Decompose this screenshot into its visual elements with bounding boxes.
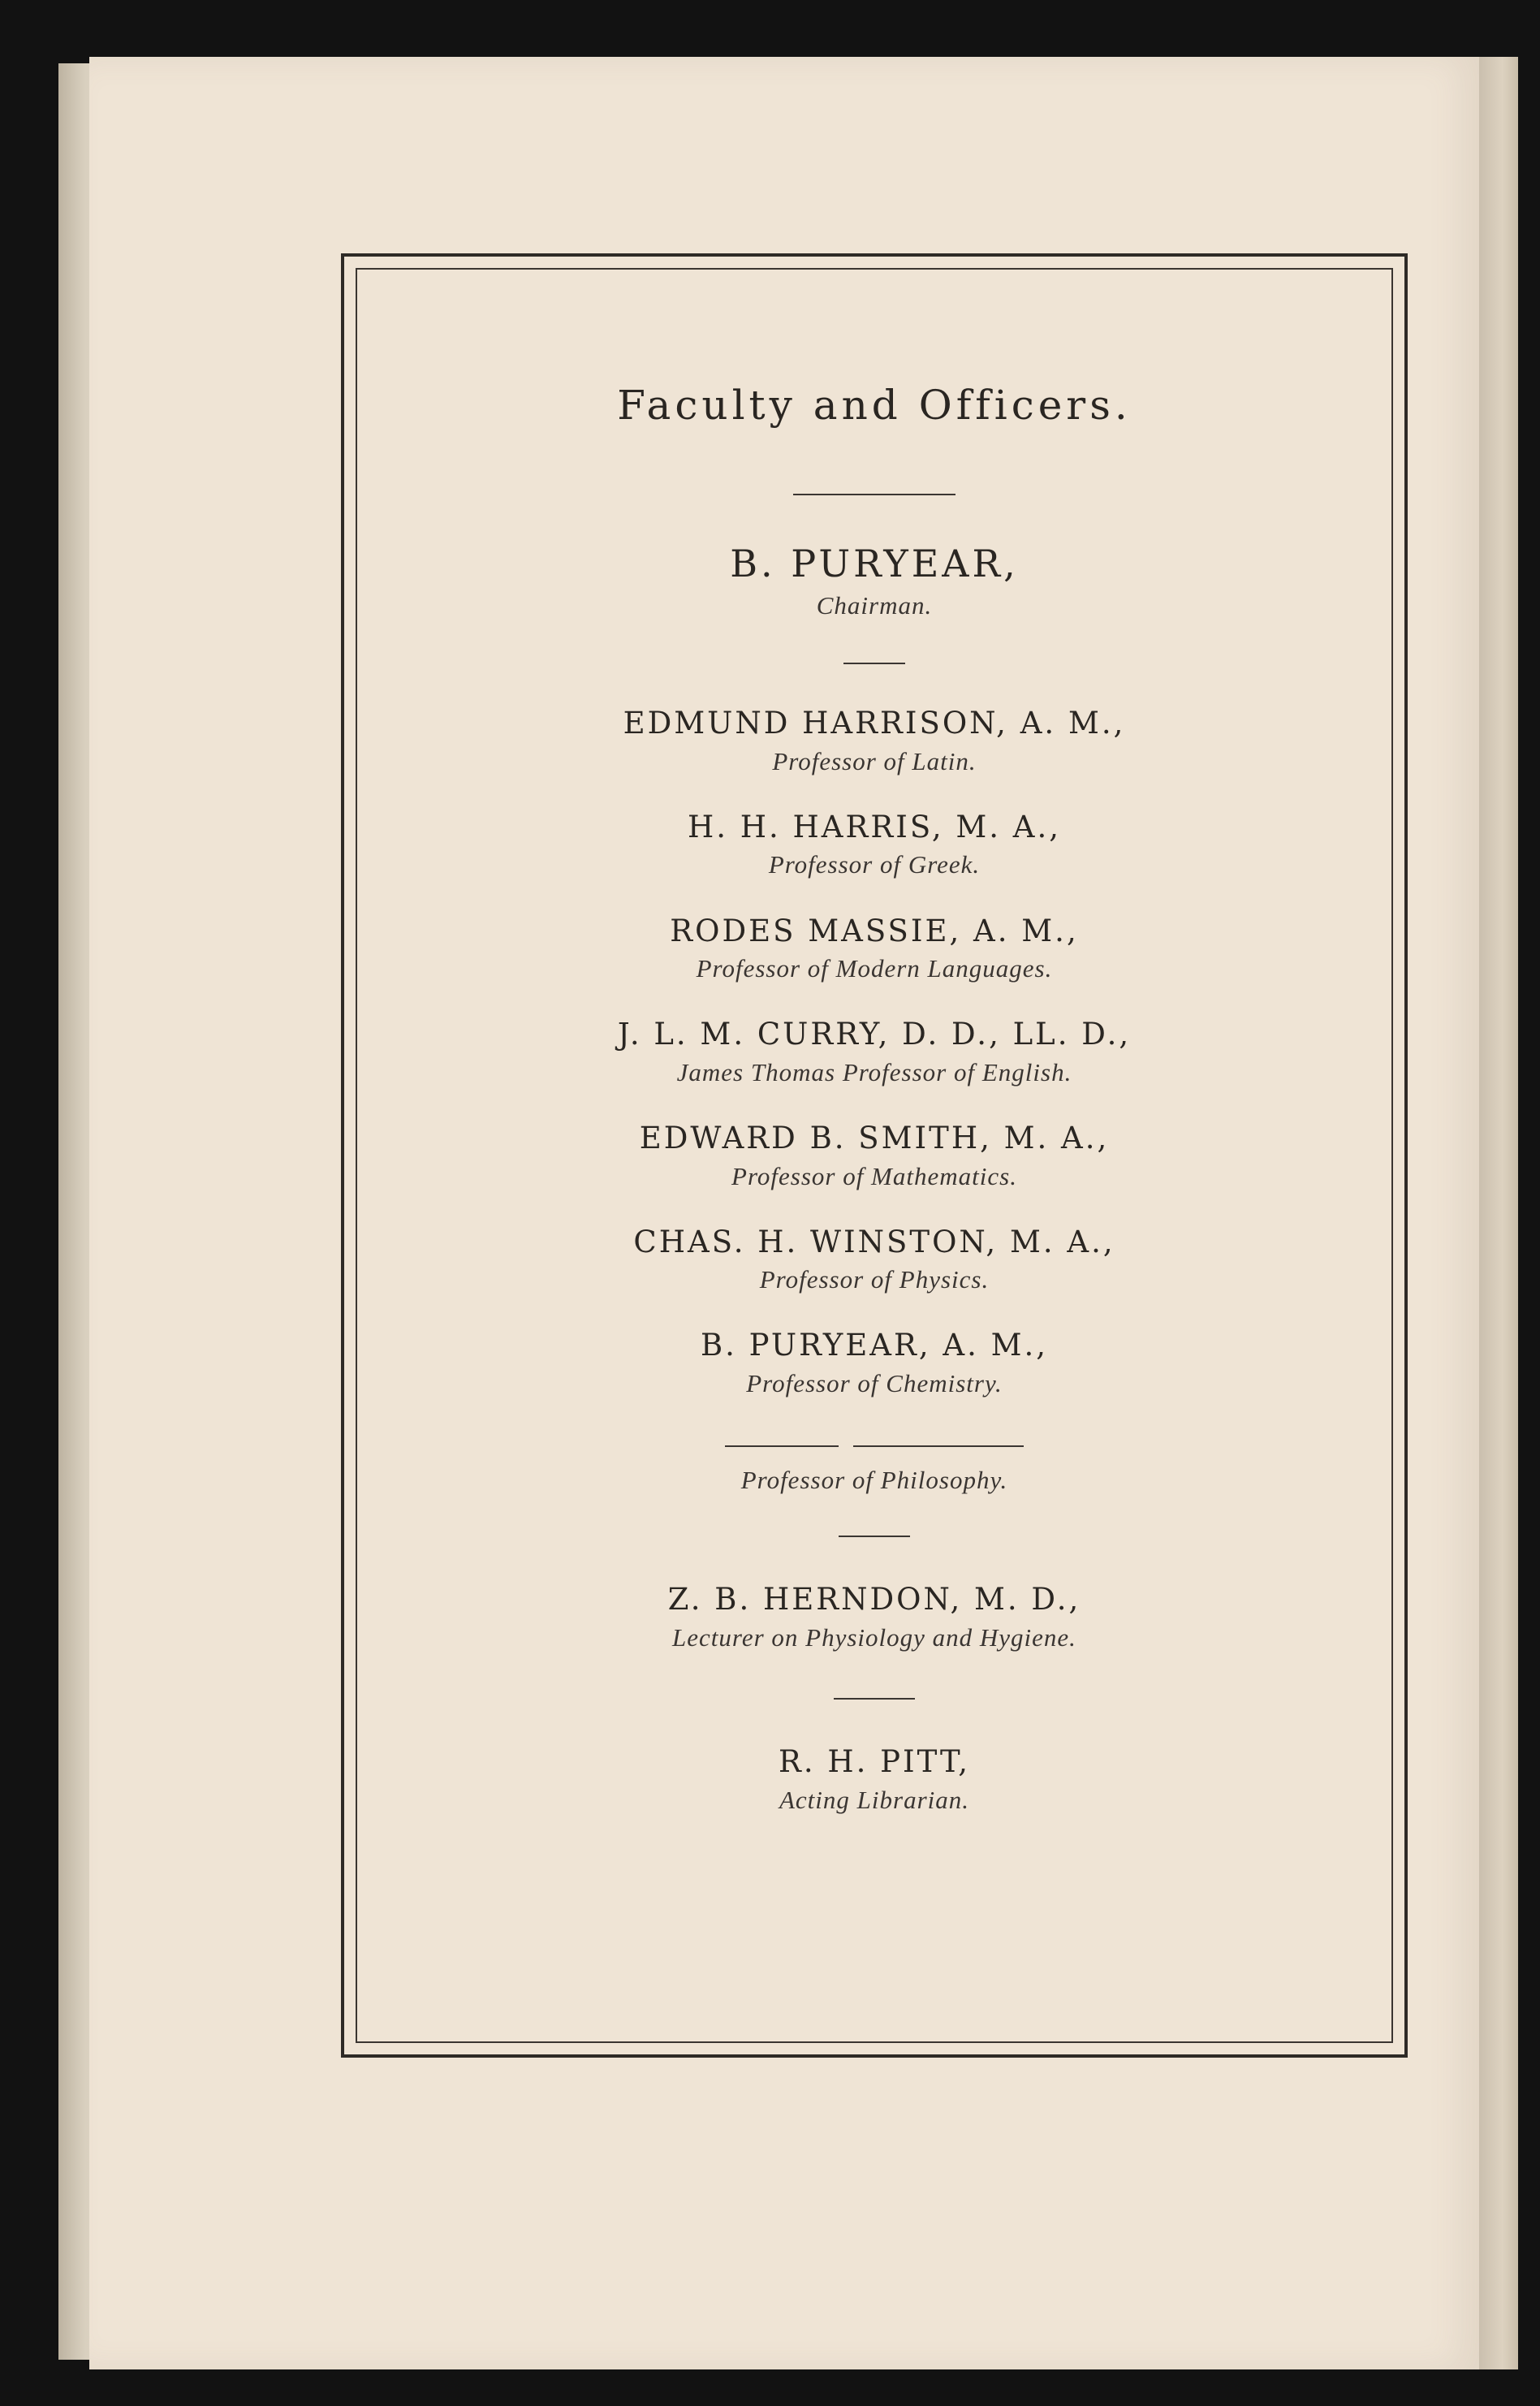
faculty-title: James Thomas Professor of English. xyxy=(676,1057,1072,1086)
blank-line xyxy=(725,1445,839,1447)
librarian-title: Acting Librarian. xyxy=(779,1785,969,1814)
faculty-title: Professor of Modern Languages. xyxy=(696,954,1053,983)
faculty-name: J. L. M. CURRY, D. D., LL. D., xyxy=(617,1017,1132,1052)
faculty-entry xyxy=(356,914,1393,984)
divider xyxy=(793,494,955,495)
librarian-entry xyxy=(356,1745,1393,1815)
faculty-entry xyxy=(356,1328,1393,1398)
chairman-name: B. PURYEAR, xyxy=(730,542,1019,585)
faculty-list xyxy=(356,268,1393,1815)
faculty-title: Professor of Latin. xyxy=(772,746,977,775)
faculty-title: Professor of Physics. xyxy=(759,1265,990,1294)
faculty-entry xyxy=(356,1121,1393,1191)
faculty-title: Professor of Chemistry. xyxy=(746,1369,1003,1398)
page-heading: Faculty and Officers. xyxy=(617,382,1132,429)
blank-line xyxy=(853,1445,1024,1447)
divider xyxy=(843,663,905,664)
faculty-name: B. PURYEAR, A. M., xyxy=(700,1328,1049,1363)
faculty-name: EDMUND HARRISON, A. M., xyxy=(623,706,1126,741)
faculty-name: RODES MASSIE, A. M., xyxy=(670,913,1079,948)
chairman-title: Chairman. xyxy=(816,590,933,620)
faculty-entry xyxy=(356,706,1393,776)
chairman-entry xyxy=(356,542,1393,620)
divider xyxy=(834,1698,915,1700)
faculty-name: CHAS. H. WINSTON, M. A., xyxy=(633,1224,1115,1259)
faculty-title: Professor of Mathematics. xyxy=(731,1161,1017,1190)
librarian-name: R. H. PITT, xyxy=(778,1744,971,1780)
faculty-name: H. H. HARRIS, M. A., xyxy=(687,809,1062,844)
faculty-entry xyxy=(356,810,1393,880)
vacant-name-blank xyxy=(356,1445,1393,1447)
divider xyxy=(839,1536,910,1537)
lecturer-title: Lecturer on Physiology and Hygiene. xyxy=(672,1622,1076,1652)
faculty-entry xyxy=(356,1225,1393,1295)
lecturer-name: Z. B. HERNDON, M. D., xyxy=(667,1582,1081,1618)
faculty-name: EDWARD B. SMITH, M. A., xyxy=(639,1121,1110,1156)
vacant-title: Professor of Philosophy. xyxy=(740,1466,1008,1495)
page-edge-right xyxy=(1479,57,1518,2369)
faculty-title: Professor of Greek. xyxy=(768,850,981,879)
lecturer-entry xyxy=(356,1583,1393,1652)
faculty-entry xyxy=(356,1017,1393,1087)
